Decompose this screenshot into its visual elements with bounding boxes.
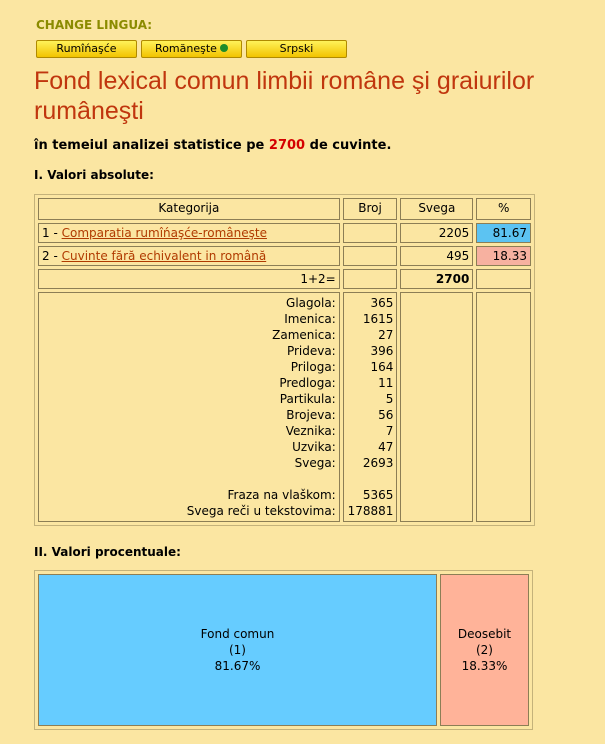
page-title: Fond lexical comun limbii române şi graiurilor rumâneşti [34, 67, 535, 125]
percent-cell: 81.67 [476, 223, 531, 243]
breakdown-label: Brojeva: [286, 408, 336, 422]
breakdown-value: 11 [378, 376, 394, 390]
breakdown-label: Svega reči u tekstovima: [186, 504, 336, 518]
breakdown-value: 5 [385, 392, 394, 406]
breakdown-label: Prideva: [286, 344, 336, 358]
breakdown-label: Priloga: [290, 360, 336, 374]
lang-button-srpski[interactable] [246, 40, 347, 58]
breakdown-label: Zamenica: [272, 328, 336, 342]
row-number: 1 - [42, 226, 58, 240]
breakdown-value: 1615 [362, 312, 394, 326]
table-row-sum [38, 269, 531, 289]
breakdown-value: 178881 [347, 504, 394, 518]
header-count: Broj [343, 198, 398, 220]
lang-button-label: Srpski [279, 42, 314, 55]
breakdown-value: 27 [378, 328, 394, 342]
segment-name: Deosebit [457, 627, 512, 641]
language-switcher [36, 40, 347, 58]
breakdown-label [42, 471, 336, 487]
header-total: Svega [400, 198, 473, 220]
lang-button-romaneste[interactable] [141, 40, 242, 58]
lang-button-label: Rumîńaşće [56, 42, 117, 55]
absolute-values-table [34, 194, 535, 526]
breakdown-value: 2693 [362, 456, 394, 470]
subtitle-prefix: în temeiul analizei statistice pe [34, 138, 265, 153]
breakdown-value [347, 471, 394, 487]
breakdown-label: Predloga: [279, 376, 336, 390]
segment-index: (2) [475, 643, 493, 657]
breakdown-value: 47 [378, 440, 394, 454]
count-cell [343, 269, 398, 289]
subtitle [34, 138, 391, 153]
breakdown-labels [38, 292, 340, 522]
breakdown-label: Veznika: [285, 424, 336, 438]
percentage-chart [34, 570, 533, 730]
breakdown-value: 7 [385, 424, 394, 438]
table-row [38, 246, 531, 266]
segment-percent: 18.33% [461, 659, 508, 673]
segment-name: Fond comun [200, 627, 275, 641]
category-cell [38, 223, 340, 243]
segment-index: (1) [228, 643, 246, 657]
count-cell [343, 246, 398, 266]
section-percent-heading: II. Valori procentuale: [34, 545, 181, 559]
breakdown-value: 5365 [362, 488, 394, 502]
breakdown-label: Fraza na vlaškom: [227, 488, 336, 502]
breakdown-label: Uzvika: [292, 440, 336, 454]
header-category: Kategorija [38, 198, 340, 220]
row-number: 2 - [42, 249, 58, 263]
breakdown-value: 164 [370, 360, 394, 374]
sum-label: 1+2= [38, 269, 340, 289]
percent-cell [476, 269, 531, 289]
header-percent: % [476, 198, 531, 220]
active-dot-icon [220, 44, 228, 52]
breakdown-row [38, 292, 531, 522]
percent-segment [440, 574, 529, 726]
breakdown-value: 56 [378, 408, 394, 422]
lang-button-label: Romăneşte [155, 42, 217, 55]
subtitle-suffix: de cuvinte. [309, 138, 392, 153]
percent-cell: 18.33 [476, 246, 531, 266]
breakdown-label: Svega: [294, 456, 336, 470]
count-cell [343, 223, 398, 243]
word-count: 2700 [268, 138, 306, 153]
breakdown-label: Partikula: [279, 392, 336, 406]
breakdown-values [343, 292, 398, 522]
category-cell [38, 246, 340, 266]
breakdown-value: 365 [370, 296, 394, 310]
segment-percent: 81.67% [214, 659, 261, 673]
change-language-label: CHANGE LINGUA: [36, 18, 153, 32]
lang-button-rumanasce[interactable] [36, 40, 137, 58]
section-absolute-heading: I. Valori absolute: [34, 168, 154, 182]
table-row [38, 223, 531, 243]
percent-segment [38, 574, 437, 726]
breakdown-label: Imenica: [284, 312, 336, 326]
category-link-cuvinte[interactable]: Cuvinte fără echivalent in română [61, 249, 267, 263]
breakdown-value: 396 [370, 344, 394, 358]
total-cell: 495 [400, 246, 473, 266]
category-link-comparatia[interactable]: Comparatia rumîńaşće-româneşte [61, 226, 267, 240]
empty-cell [476, 292, 531, 522]
total-cell: 2205 [400, 223, 473, 243]
breakdown-label: Glagola: [286, 296, 336, 310]
sum-value: 2700 [400, 269, 473, 289]
empty-cell [400, 292, 473, 522]
